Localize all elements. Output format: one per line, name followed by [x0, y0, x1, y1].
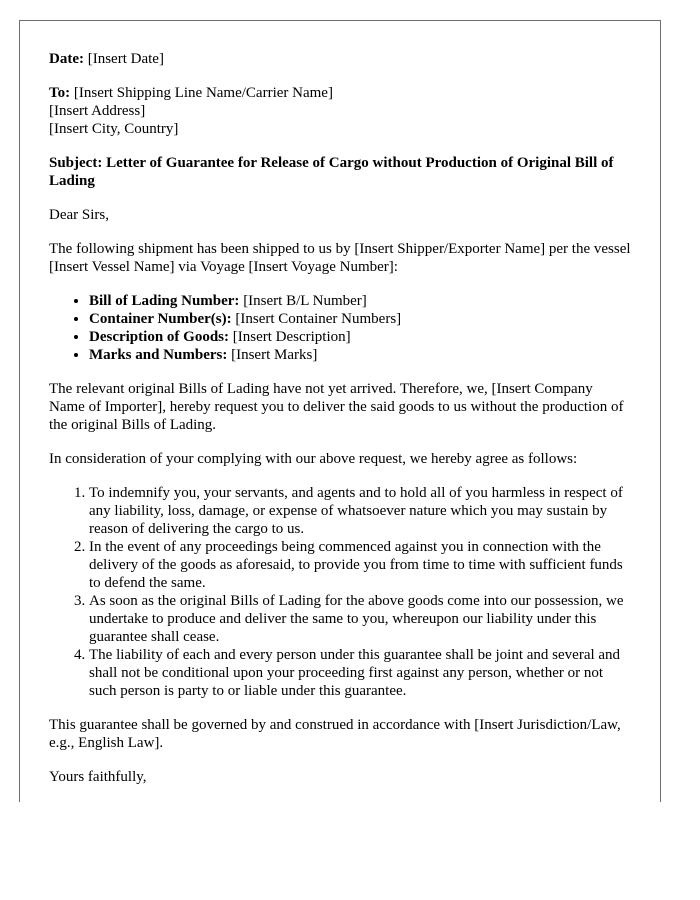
recipient-name: [Insert Shipping Line Name/Carrier Name]: [70, 85, 333, 101]
letter-document: [19, 20, 661, 802]
list-item: 3. As soon as the original Bills of Lading for the above goods come into our possession, we undertake to produce and deliver the same to you, whereupon our liability under this guarantee shall cease.: [89, 592, 631, 646]
recipient-name-line: [49, 84, 631, 102]
date-label: Date:: [49, 51, 84, 67]
date-line: [49, 50, 631, 68]
list-item: [89, 292, 631, 310]
detail-value: [Insert Marks]: [227, 347, 318, 363]
list-item: 2. In the event of any proceedings being commenced against you in connection with the delivery of the goods as aforesaid, to provide you from time to time with sufficient funds to defend the same.: [89, 538, 631, 592]
recipient-address: [Insert Address]: [49, 103, 146, 119]
list-item: 1. To indemnify you, your servants, and agents and to hold all of you harmless in respect of any liability, loss, damage, or expense of whatsoever nature which you may sustain by reason of delivering the cargo to us.: [89, 484, 631, 538]
list-item: [89, 346, 631, 364]
closing-line: Yours faithfully,: [49, 769, 147, 785]
list-item: [89, 328, 631, 346]
detail-label: Marks and Numbers:: [89, 347, 228, 363]
detail-value: [Insert Container Numbers]: [231, 311, 402, 327]
list-item: [89, 310, 631, 328]
detail-label: Container Number(s):: [89, 311, 232, 327]
detail-label: Description of Goods:: [89, 329, 229, 345]
terms-list: [49, 484, 631, 700]
salutation: Dear Sirs,: [49, 207, 109, 223]
consideration-paragraph: In consideration of your complying with our above request, we hereby agree as follows:: [49, 451, 578, 467]
recipient-block: [49, 84, 631, 138]
request-paragraph: The relevant original Bills of Lading have not yet arrived. Therefore, we, [Insert Company Name of Importer], hereby request you to deliver the said goods to us without the production of the original Bills of Lading.: [49, 381, 624, 433]
recipient-city-country: [Insert City, Country]: [49, 121, 179, 137]
intro-paragraph: The following shipment has been shipped to us by [Insert Shipper/Exporter Name] per the vessel [Insert Vessel Name] via Voyage [Insert Voyage Number]:: [49, 241, 631, 275]
shipment-details-list: [49, 292, 631, 364]
detail-value: [Insert B/L Number]: [239, 293, 367, 309]
recipient-label: To:: [49, 85, 71, 101]
list-item: 4. The liability of each and every person under this guarantee shall be joint and several and shall not be conditional upon your proceeding first against any person, whether or not such person is party to or liable under this guarantee.: [89, 646, 631, 700]
detail-value: [Insert Description]: [229, 329, 351, 345]
governing-law-paragraph: This guarantee shall be governed by and construed in accordance with [Insert Jurisdiction/Law, e.g., English Law].: [49, 717, 621, 751]
date-value: [Insert Date]: [83, 51, 164, 67]
subject-line: Subject: Letter of Guarantee for Release of Cargo without Production of Original Bill of Lading: [49, 155, 614, 189]
detail-label: Bill of Lading Number:: [89, 293, 240, 309]
